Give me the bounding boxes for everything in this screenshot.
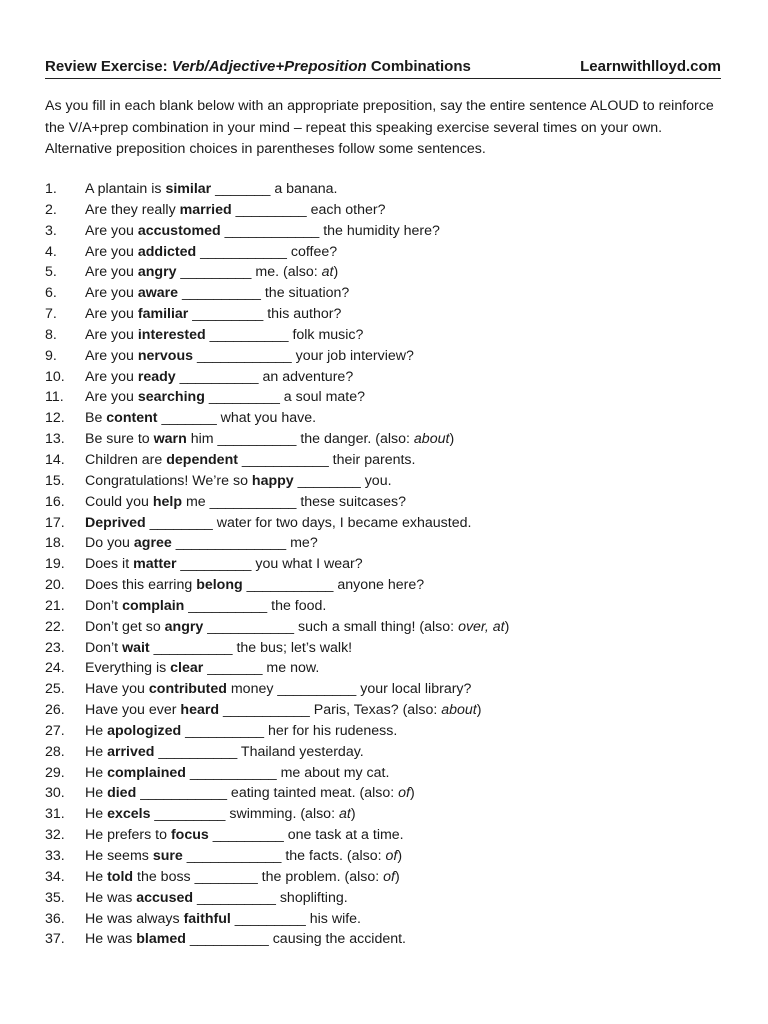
item-sentence <box>85 325 363 346</box>
alternative-preposition: of <box>398 785 410 802</box>
key-word: happy <box>251 472 294 489</box>
key-word: died <box>107 785 137 802</box>
worksheet-header <box>45 56 721 79</box>
sentence-start: Be <box>85 410 107 427</box>
item-number: 29. <box>45 764 65 781</box>
item-sentence <box>85 450 415 471</box>
sentence-start: He <box>85 722 108 739</box>
exercise-item <box>45 763 721 784</box>
exercise-list <box>45 179 721 950</box>
sentence-start: Are you <box>85 326 138 343</box>
item-number: 2. <box>45 201 57 218</box>
sentence-start: He was <box>85 931 137 948</box>
sentence-start: Congratulations! We’re so <box>85 472 252 489</box>
sentence-start: Everything is <box>85 660 171 677</box>
exercise-item <box>45 471 721 492</box>
item-sentence <box>85 804 356 825</box>
sentence-start: Don’t <box>85 639 123 656</box>
sentence-rest: ________ water for two days, I became exhausted. <box>145 514 472 531</box>
alternative-preposition: at <box>321 264 334 281</box>
item-number: 17. <box>45 514 65 531</box>
key-word: agree <box>133 535 172 552</box>
sentence-rest: _______ what you have. <box>157 410 317 427</box>
item-number: 31. <box>45 806 65 823</box>
sentence-rest: _______ me now. <box>203 660 320 677</box>
item-sentence <box>85 367 353 388</box>
worksheet-title <box>45 58 471 75</box>
exercise-item <box>45 450 721 471</box>
key-word: Deprived <box>85 514 146 531</box>
item-number: 18. <box>45 535 65 552</box>
sentence-rest: __________ folk music? <box>205 326 364 343</box>
site-name: Learnwithlloyd.com <box>580 58 721 75</box>
exercise-item <box>45 262 721 283</box>
exercise-item <box>45 387 721 408</box>
item-sentence <box>85 221 440 242</box>
sentence-rest: __________ the bus; let’s walk! <box>149 639 353 656</box>
item-sentence <box>85 909 361 930</box>
item-number: 37. <box>45 931 65 948</box>
item-number: 23. <box>45 639 65 656</box>
item-sentence <box>85 554 363 575</box>
item-sentence <box>85 679 471 700</box>
item-sentence <box>85 596 326 617</box>
item-sentence <box>85 283 349 304</box>
sentence-start: He <box>85 806 108 823</box>
item-number: 24. <box>45 660 65 677</box>
item-sentence <box>85 929 406 950</box>
key-word: interested <box>137 326 206 343</box>
closing-paren: ) <box>504 618 510 635</box>
exercise-item <box>45 846 721 867</box>
key-word: wait <box>122 639 150 656</box>
key-word: arrived <box>107 743 155 760</box>
key-word: ready <box>137 368 176 385</box>
key-word: faithful <box>183 910 231 927</box>
sentence-rest: ____________ the facts. (also: <box>182 848 386 864</box>
item-sentence <box>85 200 386 221</box>
item-sentence <box>85 492 406 513</box>
exercise-item <box>45 617 721 638</box>
item-number: 21. <box>45 597 65 614</box>
sentence-rest: _________ swimming. (also: <box>150 806 339 823</box>
sentence-start: Does this earring <box>85 577 197 594</box>
sentence-rest: him __________ the danger. (also: <box>186 431 414 448</box>
item-number: 26. <box>45 702 65 719</box>
sentence-rest: ________ you. <box>293 472 392 489</box>
key-word: aware <box>137 285 179 302</box>
closing-paren: ) <box>409 785 415 802</box>
sentence-rest: __________ an adventure? <box>175 368 354 385</box>
key-word: help <box>152 493 182 510</box>
exercise-item <box>45 909 721 930</box>
alternative-preposition: at <box>338 806 351 823</box>
sentence-start: Are they really <box>85 201 180 218</box>
item-number: 22. <box>45 618 65 635</box>
exercise-item <box>45 888 721 909</box>
exercise-item <box>45 533 721 554</box>
item-number: 11. <box>45 389 64 406</box>
item-number: 3. <box>45 222 57 239</box>
key-word: complained <box>107 764 186 781</box>
sentence-rest: ____________ your job interview? <box>193 347 414 364</box>
exercise-item <box>45 783 721 804</box>
sentence-start: Are you <box>85 389 138 406</box>
item-sentence <box>85 513 471 534</box>
closing-paren: ) <box>333 264 339 281</box>
item-number: 36. <box>45 910 65 927</box>
sentence-start: He <box>85 743 108 760</box>
key-word: told <box>107 868 134 885</box>
closing-paren: ) <box>449 431 455 448</box>
exercise-item <box>45 575 721 596</box>
sentence-rest: ___________ such a small thing! (also: <box>203 618 459 635</box>
sentence-rest: the boss ________ the problem. (also: <box>133 868 384 885</box>
key-word: heard <box>180 702 220 719</box>
key-word: familiar <box>137 306 189 323</box>
exercise-item <box>45 242 721 263</box>
exercise-item <box>45 658 721 679</box>
item-sentence <box>85 825 404 846</box>
sentence-rest: ___________ anyone here? <box>242 577 425 594</box>
title-italic: Verb/Adjective+Preposition <box>171 58 367 75</box>
item-number: 33. <box>45 848 65 864</box>
title-prefix: Review Exercise: <box>45 58 172 75</box>
sentence-start: He <box>85 868 108 885</box>
item-sentence <box>85 575 424 596</box>
item-sentence <box>85 408 316 429</box>
sentence-start: Does it <box>85 556 134 573</box>
sentence-rest: ___________ coffee? <box>196 243 338 260</box>
sentence-start: Have you ever <box>85 702 181 719</box>
key-word: complain <box>122 597 185 614</box>
sentence-start: He was always <box>85 910 184 927</box>
sentence-start: Do you <box>85 535 134 552</box>
exercise-item <box>45 554 721 575</box>
item-number: 34. <box>45 868 65 885</box>
exercise-item <box>45 700 721 721</box>
exercise-item <box>45 596 721 617</box>
exercise-item <box>45 804 721 825</box>
item-number: 13. <box>45 431 65 448</box>
sentence-rest: ____________ the humidity here? <box>220 222 440 239</box>
item-number: 28. <box>45 743 65 760</box>
key-word: nervous <box>137 347 194 364</box>
item-sentence <box>85 658 319 679</box>
sentence-start: Children are <box>85 451 167 468</box>
item-sentence <box>85 638 352 659</box>
key-word: warn <box>153 431 187 448</box>
sentence-rest: __________ her for his rudeness. <box>181 722 398 739</box>
sentence-start: Have you <box>85 681 149 698</box>
item-sentence <box>85 179 337 200</box>
item-sentence <box>85 867 400 888</box>
closing-paren: ) <box>350 806 356 823</box>
item-sentence <box>85 846 402 867</box>
sentence-rest: ___________ eating tainted meat. (also: <box>136 785 399 802</box>
sentence-start: A plantain is <box>85 181 166 197</box>
item-sentence <box>85 242 337 263</box>
key-word: accustomed <box>137 222 221 239</box>
sentence-rest: money __________ your local library? <box>226 681 472 698</box>
sentence-rest: _________ one task at a time. <box>208 827 404 844</box>
key-word: belong <box>196 577 243 594</box>
item-sentence <box>85 763 389 784</box>
sentence-rest: me ___________ these suitcases? <box>182 493 407 510</box>
key-word: searching <box>137 389 205 406</box>
sentence-rest: ______________ me? <box>171 535 318 552</box>
sentence-rest: _________ a soul mate? <box>204 389 366 406</box>
item-number: 14. <box>45 451 65 468</box>
key-word: similar <box>165 181 212 197</box>
sentence-start: Don’t <box>85 597 123 614</box>
item-sentence <box>85 742 364 763</box>
item-number: 30. <box>45 785 65 802</box>
item-number: 27. <box>45 722 65 739</box>
sentence-start: Are you <box>85 368 138 385</box>
sentence-rest: __________ the food. <box>184 597 327 614</box>
sentence-start: Are you <box>85 264 138 281</box>
sentence-rest: ___________ Paris, Texas? (also: <box>219 702 442 719</box>
sentence-rest: __________ shoplifting. <box>193 889 348 906</box>
item-number: 12. <box>45 410 65 427</box>
exercise-item <box>45 742 721 763</box>
key-word: apologized <box>107 722 182 739</box>
exercise-item <box>45 721 721 742</box>
sentence-rest: __________ Thailand yesterday. <box>154 743 364 760</box>
key-word: focus <box>170 827 209 844</box>
sentence-start: Are you <box>85 306 138 323</box>
sentence-start: Are you <box>85 222 138 239</box>
sentence-rest: ___________ me about my cat. <box>185 764 390 781</box>
alternative-preposition: of <box>385 848 398 864</box>
exercise-item <box>45 346 721 367</box>
item-sentence <box>85 346 414 367</box>
sentence-start: He seems <box>85 848 153 864</box>
item-number: 20. <box>45 577 65 594</box>
sentence-rest: ___________ their parents. <box>237 451 416 468</box>
exercise-item <box>45 429 721 450</box>
sentence-start: He was <box>85 889 137 906</box>
exercise-item <box>45 367 721 388</box>
instructions-paragraph: As you fill in each blank below with an appropriate preposition, say the entire sentence ALOUD to reinforce the V/A+prep combination in your mind – repeat this speaking exercise several times on your own. Alternative preposition choices in parentheses follow some sentences. <box>45 98 714 157</box>
sentence-rest: _________ his wife. <box>230 910 361 927</box>
alternative-preposition: about <box>441 702 477 719</box>
exercise-item <box>45 679 721 700</box>
item-sentence <box>85 471 392 492</box>
exercise-item <box>45 200 721 221</box>
sentence-start: Are you <box>85 243 138 260</box>
title-suffix: Combinations <box>366 58 471 75</box>
item-number: 8. <box>45 326 57 343</box>
key-word: angry <box>137 264 177 281</box>
exercise-item <box>45 408 721 429</box>
key-word: accused <box>136 889 194 906</box>
item-sentence <box>85 387 365 408</box>
key-word: excels <box>107 806 151 823</box>
exercise-item <box>45 304 721 325</box>
item-sentence <box>85 721 397 742</box>
item-sentence <box>85 304 341 325</box>
sentence-start: Don’t get so <box>85 618 165 635</box>
key-word: matter <box>133 556 177 573</box>
item-number: 6. <box>45 285 57 302</box>
item-number: 25. <box>45 681 65 698</box>
exercise-item <box>45 179 721 200</box>
sentence-rest: __________ the situation? <box>178 285 350 302</box>
key-word: content <box>106 410 158 427</box>
item-number: 19. <box>45 556 65 573</box>
item-number: 15. <box>45 472 65 489</box>
key-word: addicted <box>137 243 197 260</box>
sentence-rest: _________ this author? <box>188 306 342 323</box>
exercise-item <box>45 325 721 346</box>
alternative-preposition: of <box>383 868 395 885</box>
exercise-item <box>45 492 721 513</box>
sentence-rest: _________ each other? <box>231 201 386 218</box>
exercise-item <box>45 929 721 950</box>
item-sentence <box>85 700 481 721</box>
closing-paren: ) <box>476 702 482 719</box>
item-number: 4. <box>45 243 57 260</box>
key-word: married <box>179 201 232 218</box>
item-number: 9. <box>45 347 57 364</box>
item-number: 35. <box>45 889 65 906</box>
item-sentence <box>85 429 454 450</box>
item-sentence <box>85 533 318 554</box>
sentence-start: He <box>85 785 108 802</box>
item-number: 16. <box>45 493 65 510</box>
item-sentence <box>85 888 348 909</box>
closing-paren: ) <box>397 848 403 864</box>
key-word: blamed <box>136 931 186 948</box>
item-number: 32. <box>45 827 65 844</box>
sentence-start: He <box>85 764 108 781</box>
item-number: 1. <box>45 181 57 197</box>
item-sentence <box>85 262 338 283</box>
item-number: 5. <box>45 264 57 281</box>
sentence-rest: _________ you what I wear? <box>176 556 363 573</box>
sentence-rest: _______ a banana. <box>211 181 338 197</box>
sentence-rest: _________ me. (also: <box>176 264 322 281</box>
key-word: contributed <box>148 681 227 698</box>
closing-paren: ) <box>394 868 400 885</box>
exercise-item <box>45 638 721 659</box>
sentence-start: Are you <box>85 285 138 302</box>
key-word: clear <box>170 660 204 677</box>
exercise-item <box>45 825 721 846</box>
item-number: 7. <box>45 306 57 323</box>
key-word: dependent <box>166 451 238 468</box>
exercise-item <box>45 221 721 242</box>
exercise-item <box>45 867 721 888</box>
item-number: 10. <box>45 368 65 385</box>
sentence-start: Are you <box>85 347 138 364</box>
sentence-start: Could you <box>85 493 153 510</box>
key-word: sure <box>152 848 183 864</box>
key-word: angry <box>164 618 204 635</box>
item-sentence <box>85 617 509 638</box>
item-sentence <box>85 783 415 804</box>
sentence-rest: __________ causing the accident. <box>185 931 407 948</box>
alternative-preposition: about <box>413 431 450 448</box>
sentence-start: Be sure to <box>85 431 154 448</box>
alternative-preposition: over, at <box>458 618 505 635</box>
sentence-start: He prefers to <box>85 827 171 844</box>
exercise-item <box>45 283 721 304</box>
exercise-item <box>45 513 721 534</box>
